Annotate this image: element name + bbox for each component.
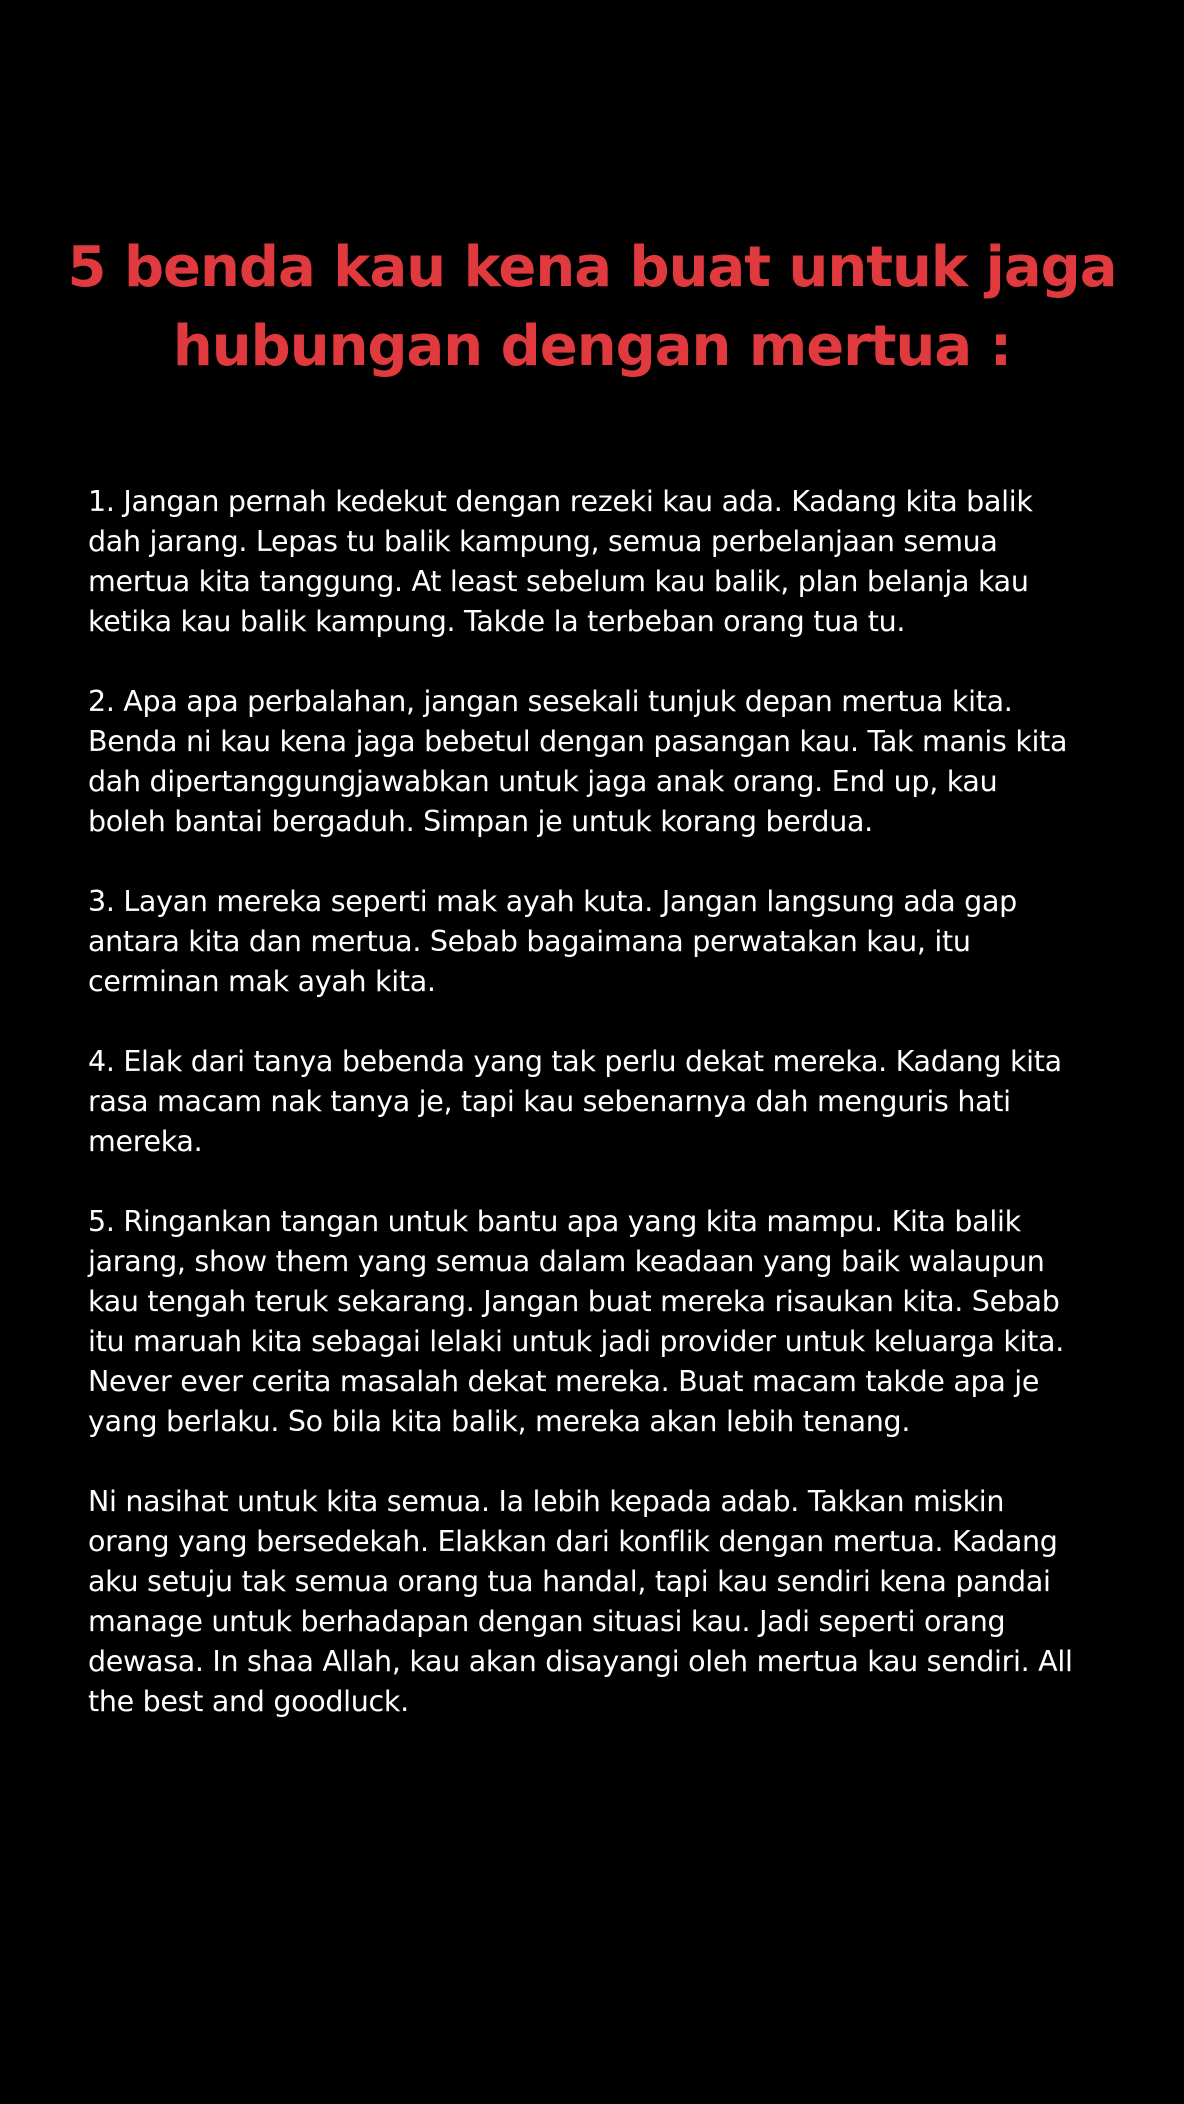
- tip-paragraph-4: [88, 1042, 1128, 1162]
- closing-paragraph: [88, 1482, 1128, 1722]
- text-line: antara kita dan mertua. Sebab bagaimana perwatakan kau, itu: [88, 925, 971, 958]
- text-line: rasa macam nak tanya je, tapi kau sebenarnya dah menguris hati: [88, 1085, 1011, 1118]
- text-line: dewasa. In shaa Allah, kau akan disayangi oleh mertua kau sendiri. All: [88, 1645, 1073, 1678]
- text-line: Benda ni kau kena jaga bebetul dengan pasangan kau. Tak manis kita: [88, 725, 1068, 758]
- text-line: jarang, show them yang semua dalam keadaan yang baik walaupun: [88, 1245, 1045, 1278]
- text-line: cerminan mak ayah kita.: [88, 965, 436, 998]
- tip-paragraph-2: [88, 682, 1128, 842]
- text-line: yang berlaku. So bila kita balik, mereka akan lebih tenang.: [88, 1405, 911, 1438]
- text-line: itu maruah kita sebagai lelaki untuk jadi provider untuk keluarga kita.: [88, 1325, 1064, 1358]
- title-line: 5 benda kau kena buat untuk jaga: [67, 235, 1117, 300]
- tip-paragraph-3: [88, 882, 1128, 1002]
- text-line: 1. Jangan pernah kedekut dengan rezeki kau ada. Kadang kita balik: [88, 485, 1033, 518]
- text-line: orang yang bersedekah. Elakkan dari konflik dengan mertua. Kadang: [88, 1525, 1058, 1558]
- article-body: [88, 482, 1128, 1762]
- text-line: ketika kau balik kampung. Takde la terbeban orang tua tu.: [88, 605, 906, 638]
- text-line: Ni nasihat untuk kita semua. Ia lebih kepada adab. Takkan miskin: [88, 1485, 1005, 1518]
- text-line: manage untuk berhadapan dengan situasi kau. Jadi seperti orang: [88, 1605, 1006, 1638]
- text-line: kau tengah teruk sekarang. Jangan buat mereka risaukan kita. Sebab: [88, 1285, 1060, 1318]
- text-line: 2. Apa apa perbalahan, jangan sesekali tunjuk depan mertua kita.: [88, 685, 1013, 718]
- tip-paragraph-5: [88, 1202, 1128, 1442]
- text-line: Never ever cerita masalah dekat mereka. Buat macam takde apa je: [88, 1365, 1040, 1398]
- text-line: mertua kita tanggung. At least sebelum kau balik, plan belanja kau: [88, 565, 1029, 598]
- text-line: 4. Elak dari tanya bebenda yang tak perlu dekat mereka. Kadang kita: [88, 1045, 1062, 1078]
- text-line: dah jarang. Lepas tu balik kampung, semua perbelanjaan semua: [88, 525, 998, 558]
- text-line: dah dipertanggungjawabkan untuk jaga anak orang. End up, kau: [88, 765, 998, 798]
- text-line: boleh bantai bergaduh. Simpan je untuk korang berdua.: [88, 805, 873, 838]
- text-line: the best and goodluck.: [88, 1685, 409, 1718]
- title-line: hubungan dengan mertua :: [172, 314, 1012, 379]
- text-line: 3. Layan mereka seperti mak ayah kuta. Jangan langsung ada gap: [88, 885, 1017, 918]
- text-line: mereka.: [88, 1125, 203, 1158]
- text-line: aku setuju tak semua orang tua handal, tapi kau sendiri kena pandai: [88, 1565, 1051, 1598]
- page-title: [60, 228, 1124, 386]
- tip-paragraph-1: [88, 482, 1128, 642]
- text-line: 5. Ringankan tangan untuk bantu apa yang kita mampu. Kita balik: [88, 1205, 1021, 1238]
